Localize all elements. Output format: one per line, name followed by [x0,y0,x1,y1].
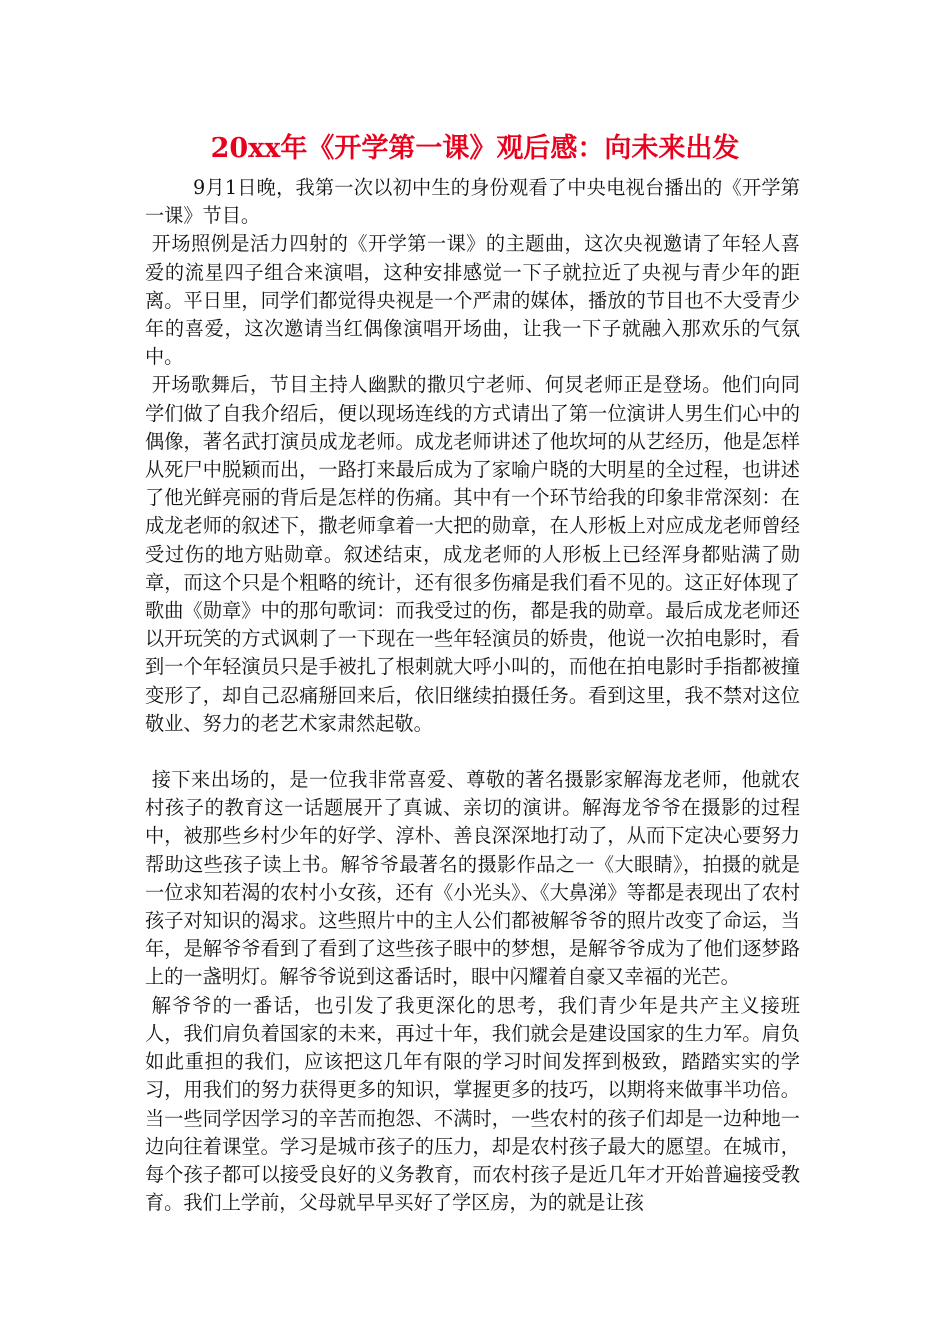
paragraph-opening-song: 开场照例是活力四射的《开学第一课》的主题曲，这次央视邀请了年轻人喜爱的流星四子组合来演唱，这种安排感觉一下子就拉近了央视与青少年的距离。平日里，同学们都觉得央视是一个严肃的媒体，播放的节目也不大受青少年的喜爱，这次邀请当红偶像演唱开场曲，让我一下子就融入那欢乐的气氛中。 [145,232,800,369]
paragraph-jackie-chan: 开场歌舞后，节目主持人幽默的撒贝宁老师、何炅老师正是登场。他们向同学们做了自我介绍后，便以现场连线的方式请出了第一位演讲人男生们心中的偶像，著名武打演员成龙老师。成龙老师讲述了他坎坷的从艺经历，他是怎样从死尸中脱颖而出，一路打来最后成为了家喻户晓的大明星的全过程，也讲述了他光鲜亮丽的背后是怎样的伤痛。其中有一个环节给我的印象非常深刻：在成龙老师的叙述下，撒老师拿着一大把的勋章，在人形板上对应成龙老师曾经受过伤的地方贴勋章。叙述结束，成龙老师的人形板上已经浑身都贴满了勋章，而这个只是个粗略的统计，还有很多伤痛是我们看不见的。这正好体现了歌曲《勋章》中的那句歌词：而我受过的伤，都是我的勋章。最后成龙老师还以开玩笑的方式讽刺了一下现在一些年轻演员的娇贵，他说一次拍电影时，看到一个年轻演员只是手被扎了根刺就大呼小叫的，而他在拍电影时手指都被撞变形了，却自己忍痛掰回来后，依旧继续拍摄任务。看到这里，我不禁对这位敬业、努力的老艺术家肃然起敬。 [145,373,800,735]
paragraph-gap [145,738,800,766]
document-title: 20xx年《开学第一课》观后感：向未来出发 [210,133,740,164]
paragraph-intro: 9月1日晚，我第一次以初中生的身份观看了中央电视台播出的《开学第一课》节目。 [145,176,800,228]
document-body [145,174,800,1217]
paragraph-reflection: 解爷爷的一番话，也引发了我更深化的思考，我们青少年是共产主义接班人，我们肩负着国家的未来，再过十年，我们就会是建设国家的生力军。肩负如此重担的我们，应该把这几年有限的学习时间发挥到极致，踏踏实实的学习，用我们的努力获得更多的知识，掌握更多的技巧，以期将来做事半功倍。当一些同学因学习的辛苦而抱怨、不满时，一些农村的孩子们却是一边种地一边向往着课堂。学习是城市孩子的压力，却是农村孩子最大的愿望。在城市，每个孩子都可以接受良好的义务教育，而农村孩子是近几年才开始普遍接受教育。我们上学前，父母就早早买好了学区房，为的就是让孩 [145,993,800,1215]
paragraph-photographer: 接下来出场的，是一位我非常喜爱、尊敬的著名摄影家解海龙老师，他就农村孩子的教育这一话题展开了真诚、亲切的演讲。解海龙爷爷在摄影的过程中，被那些乡村少年的好学、淳朴、善良深深地打动了，从而下定决心要努力帮助这些孩子读上书。解爷爷最著名的摄影作品之一《大眼睛》，拍摄的就是一位求知若渴的农村小女孩，还有《小光头》、《大鼻涕》等都是表现出了农村孩子对知识的渴求。这些照片中的主人公们都被解爷爷的照片改变了命运，当年，是解爷爷看到了看到了这些孩子眼中的梦想，是解爷爷成为了他们逐梦路上的一盏明灯。解爷爷说到这番话时，眼中闪耀着自豪又幸福的光芒。 [145,768,800,989]
